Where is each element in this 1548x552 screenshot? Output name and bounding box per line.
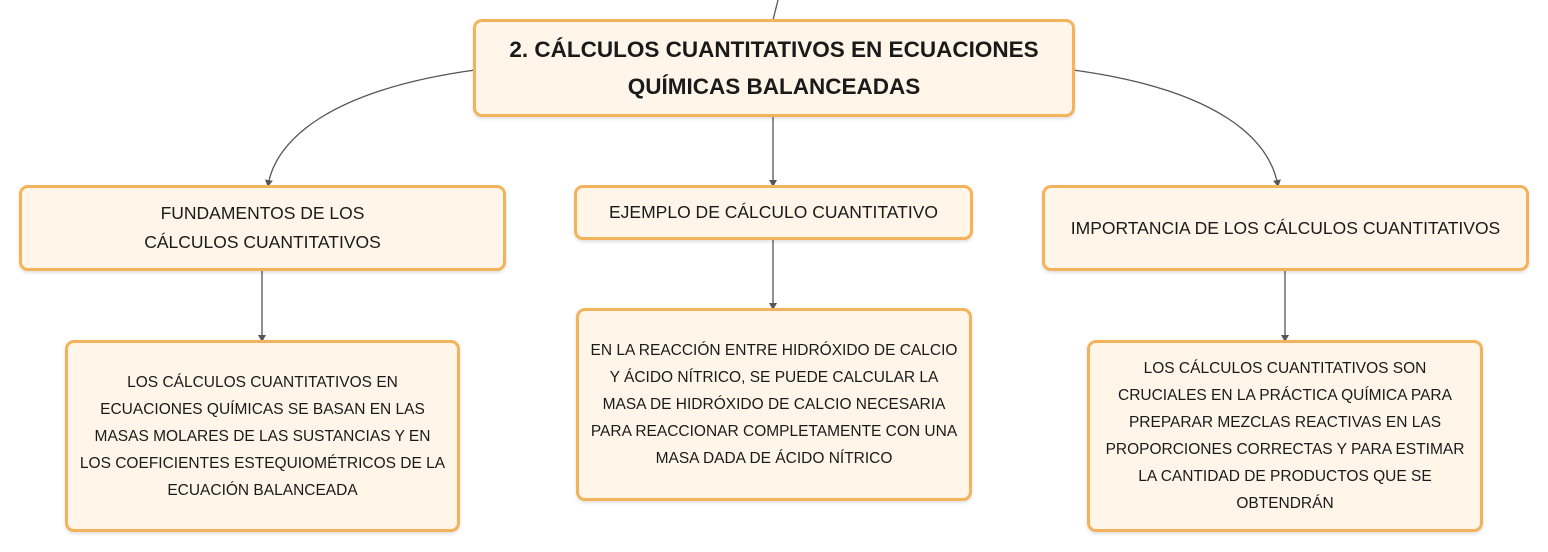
root-node-label: 2. CÁLCULOS CUANTITATIVOS EN ECUACIONES QUÍMICAS BALANCEADAS: [509, 37, 1039, 99]
detail-node-fundamentos-text: LOS CÁLCULOS CUANTITATIVOS EN ECUACIONES QUÍMICAS SE BASAN EN LAS MASAS MOLARES DE LAS SUSTANCIAS Y EN LOS COEFICIENTES ESTEQUIOMÉTRICOS DE LA ECUACIÓN BALANCEADA: [79, 373, 446, 499]
branch-node-ejemplo[interactable]: [574, 185, 973, 240]
branch-node-importancia-label: IMPORTANCIA DE LOS CÁLCULOS CUANTITATIVOS: [1070, 217, 1501, 238]
branch-node-ejemplo-label: EJEMPLO DE CÁLCULO CUANTITATIVO: [609, 202, 938, 222]
connector-parent-to-root: [773, 0, 778, 20]
detail-node-importancia[interactable]: [1087, 340, 1483, 532]
branch-node-fundamentos-label: FUNDAMENTOS DE LOS CÁLCULOS CUANTITATIVOS: [144, 203, 381, 252]
connector-root-to-branch-1: [268, 70, 475, 186]
branch-node-fundamentos[interactable]: [19, 185, 506, 271]
root-node[interactable]: [473, 19, 1075, 117]
detail-node-fundamentos[interactable]: [65, 340, 460, 532]
branch-node-importancia[interactable]: [1042, 185, 1529, 271]
connector-root-to-branch-3: [1073, 70, 1278, 186]
detail-node-ejemplo-text: EN LA REACCIÓN ENTRE HIDRÓXIDO DE CALCIO Y ÁCIDO NÍTRICO, SE PUEDE CALCULAR LA MASA DE HIDRÓXIDO DE CALCIO NECESARIA PARA REACCIONAR COMPLETAMENTE CON UNA MASA DADA DE ÁCIDO NÍTRICO: [590, 342, 958, 467]
detail-node-ejemplo[interactable]: [576, 308, 972, 501]
detail-node-importancia-text: LOS CÁLCULOS CUANTITATIVOS SON CRUCIALES EN LA PRÁCTICA QUÍMICA PARA PREPARAR MEZCLAS REACTIVAS EN LAS PROPORCIONES CORRECTAS Y PARA ESTIMAR LA CANTIDAD DE PRODUCTOS QUE SE OBTENDRÁN: [1105, 360, 1465, 512]
